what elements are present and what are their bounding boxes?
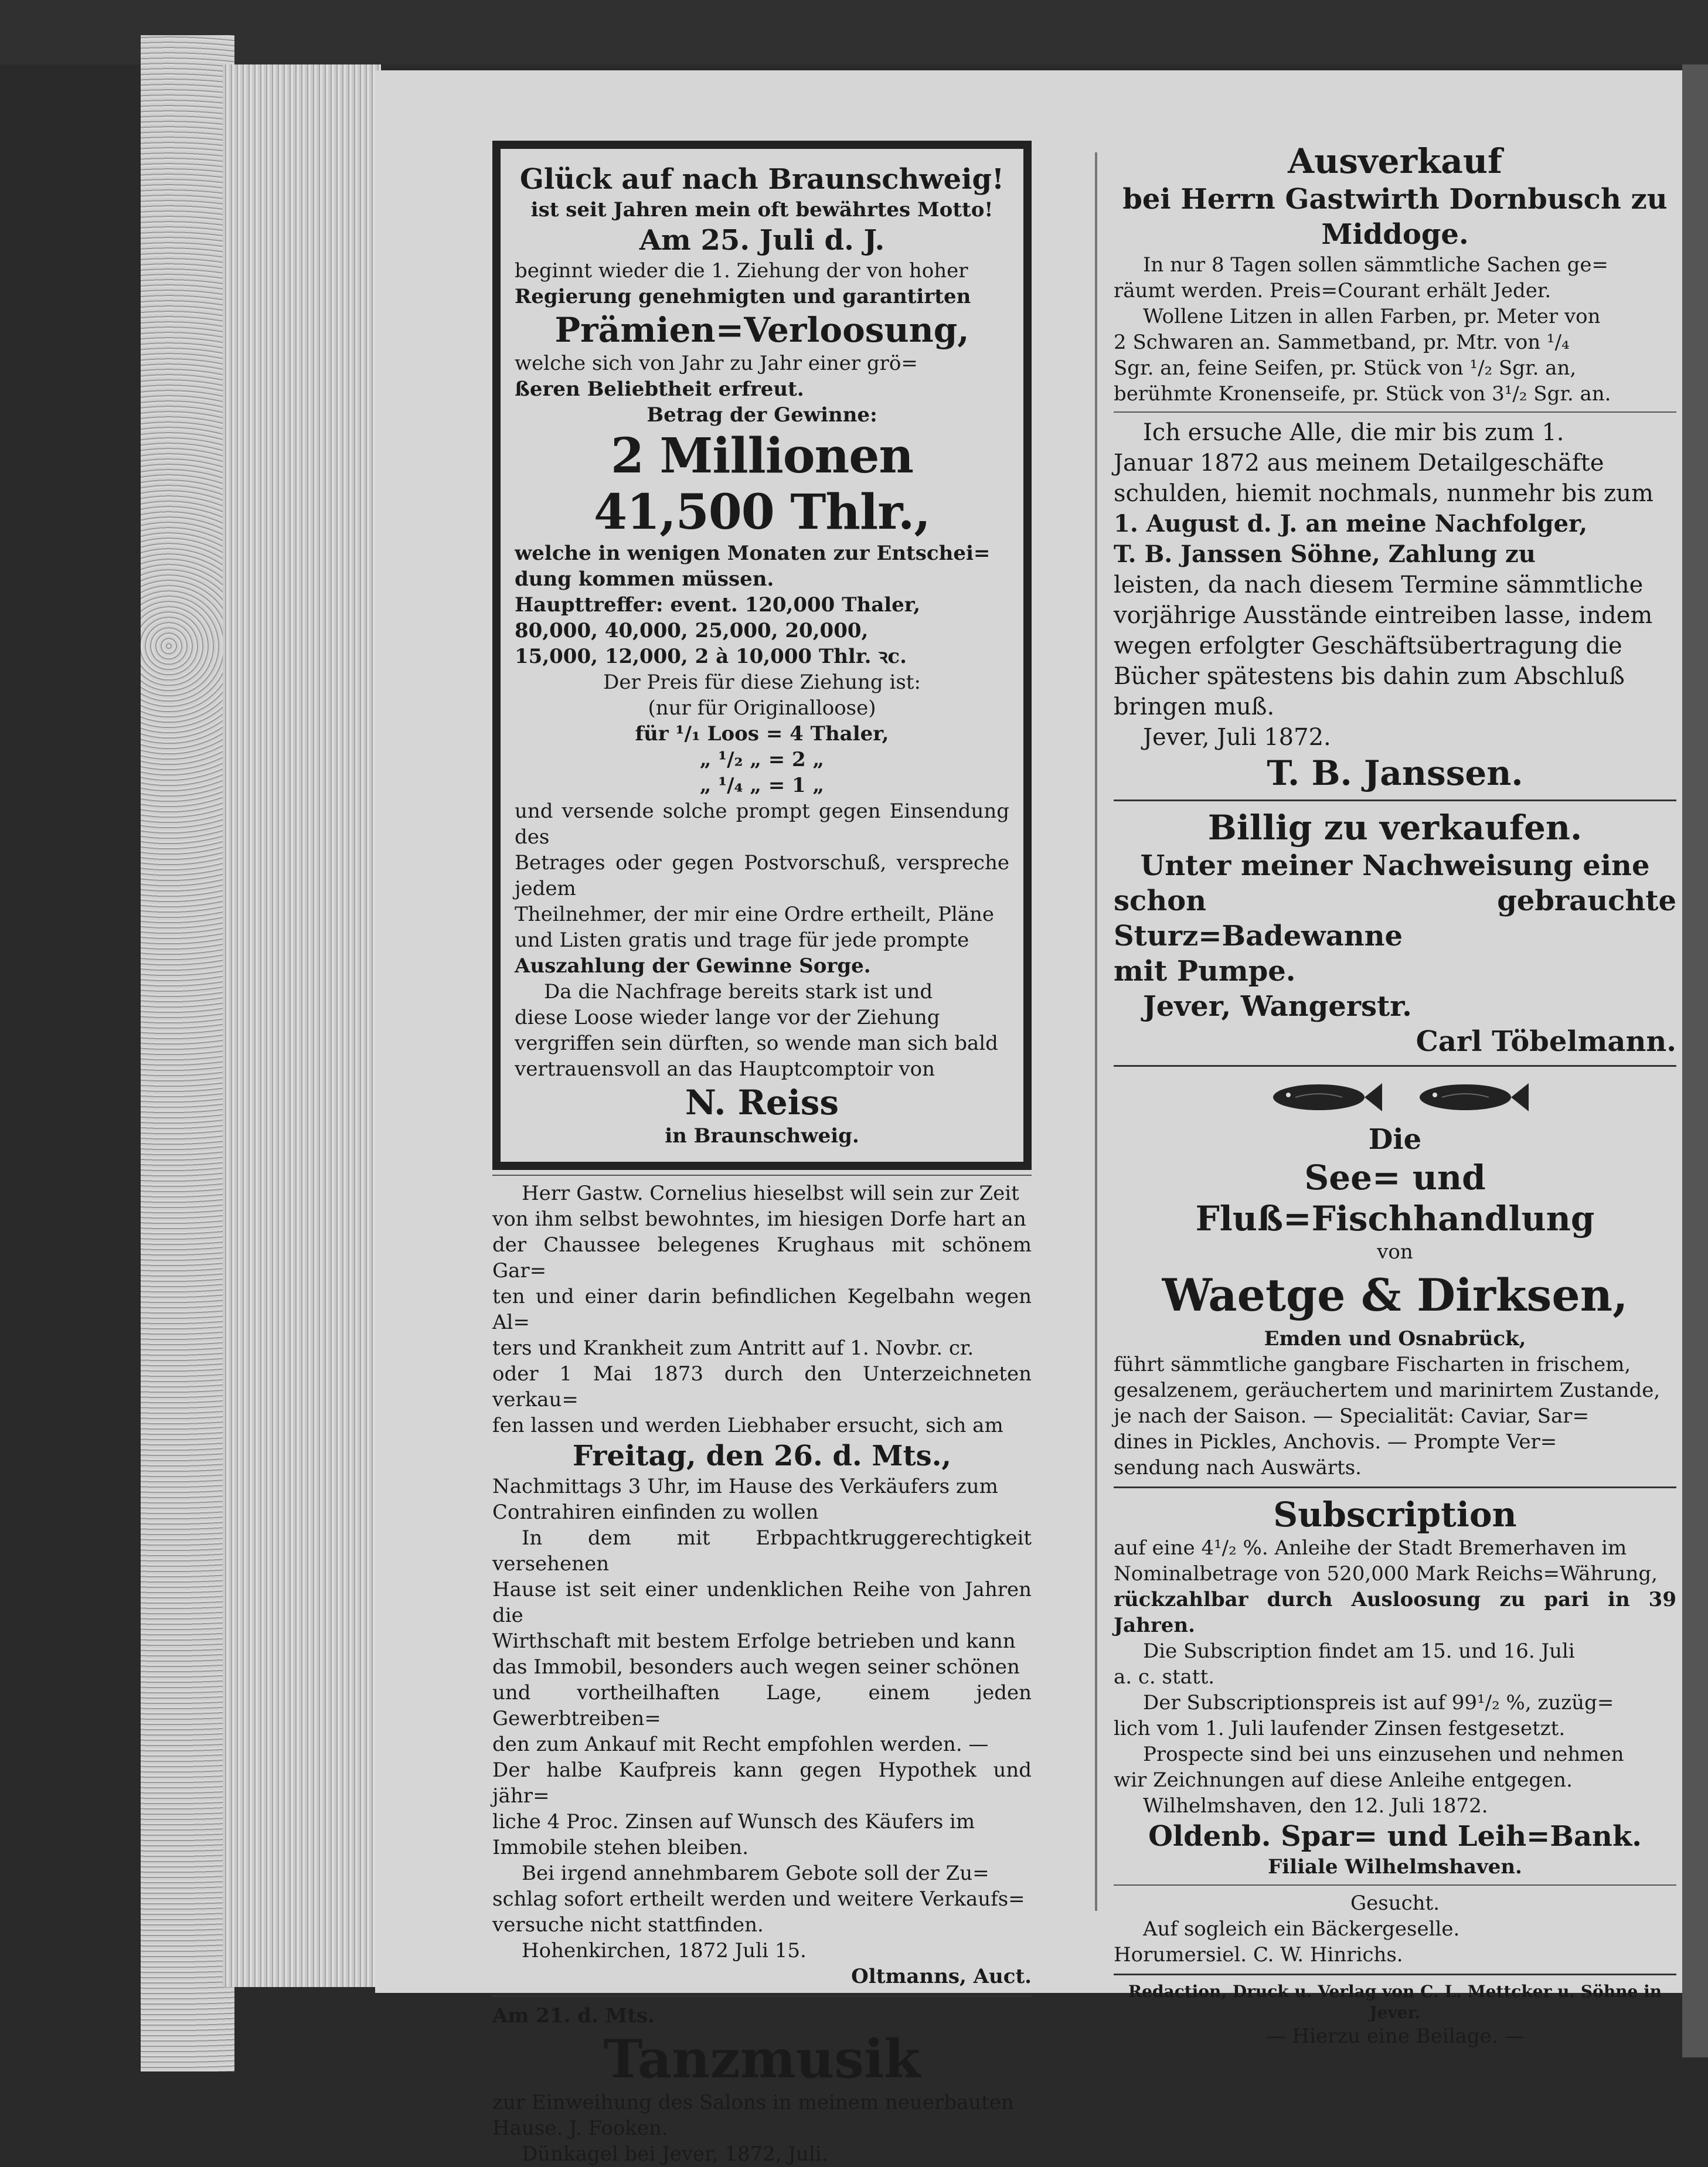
ad-line: den zum Ankauf mit Recht empfohlen werden. —: [492, 1733, 989, 1756]
ad-price: für ¹/₁ Loos = 4 Thaler,: [635, 722, 889, 746]
page-curl: [1682, 64, 1708, 2057]
ad-line: Unter meiner Nachweisung eine: [1140, 849, 1650, 882]
ad-line: beginnt wieder die 1. Ziehung der von hoher: [515, 259, 968, 283]
ad-line: der Chaussee belegenes Krughaus mit schönem Gar=: [492, 1233, 1032, 1282]
fish-icon: [1407, 1079, 1530, 1116]
ad-line: und vortheilhaften Lage, einem jeden Gewerbtreiben=: [492, 1681, 1032, 1730]
ad-line: Der Preis für diese Ziehung ist:: [603, 671, 921, 694]
ad-line: Middoge.: [1321, 218, 1469, 251]
ad-line: Die Subscription findet am 15. und 16. Juli: [1143, 1639, 1575, 1663]
ausverkauf-ad: [1114, 141, 1676, 407]
page-stack: [223, 64, 381, 1987]
ad-line: welche sich von Jahr zu Jahr einer grö=: [515, 352, 918, 375]
ad-line: Bei irgend annehmbarem Gebote soll der Zu=: [522, 1862, 989, 1885]
ad-signature: Hause. J. Fooken.: [492, 2117, 668, 2140]
ad-price: „ ¹/₂ „ = 2 „: [699, 748, 825, 771]
ad-line: Herr Gastw. Cornelius hieselbst will sein zur Zeit: [522, 1182, 1019, 1205]
ad-line: Auszahlung der Gewinne Sorge.: [515, 954, 871, 978]
ad-line: 1. August d. J. an meine Nachfolger,: [1114, 510, 1588, 538]
ad-line: Der Subscriptionspreis ist auf 99¹/₂ %, zuzüg=: [1143, 1691, 1614, 1714]
ad-line: Betrages oder gegen Postvorschuß, verspreche jedem: [515, 851, 1009, 900]
ad-line: 2 Schwaren an. Sammetband, pr. Mtr. von ¹/₄: [1114, 331, 1570, 354]
divider: [1114, 1884, 1676, 1886]
divider: [1114, 411, 1676, 413]
ad-line: Prospecte sind bei uns einzusehen und nehmen: [1143, 1743, 1624, 1766]
ad-line: Haupttreffer: event. 120,000 Thaler,: [515, 593, 921, 617]
ad-amount: 2 Millionen 41,500 Thlr.,: [594, 428, 930, 540]
ad-line: Die: [1368, 1123, 1422, 1156]
ad-line: vorjährige Ausstände eintreiben lasse, indem: [1114, 602, 1653, 629]
ad-line: wegen erfolgter Geschäftsübertragung die: [1114, 632, 1622, 659]
ad-line: je nach der Saison. — Specialität: Caviar, Sar=: [1114, 1404, 1590, 1428]
ad-line: wir Zeichnungen auf diese Anleihe entgegen.: [1114, 1768, 1573, 1792]
ad-line: schlag sofort ertheilt werden und weitere Verkaufs=: [492, 1887, 1025, 1911]
subscription-ad: [1114, 1494, 1676, 1880]
ad-line: das Immobil, besonders auch wegen seiner schönen: [492, 1655, 1020, 1679]
ad-line: schulden, hiemit nochmals, nunmehr bis zum: [1114, 480, 1653, 507]
scan-background: [0, 0, 1708, 64]
ad-line: vertrauensvoll an das Hauptcomptoir von: [515, 1057, 935, 1081]
ad-line: Jever, Juli 1872.: [1143, 724, 1331, 751]
ad-title: Gesucht.: [1350, 1892, 1440, 1915]
tanz-ad: [492, 2003, 1032, 2167]
billig-ad: [1114, 807, 1676, 1059]
ad-line: berühmte Kronenseife, pr. Stück von 3¹/₂ Sgr. an.: [1114, 382, 1611, 406]
ad-line: Bücher spätestens bis dahin zum Abschluß: [1114, 663, 1625, 690]
ad-line: ters und Krankheit zum Antritt auf 1. Novbr. cr.: [492, 1336, 974, 1360]
ad-date: Freitag, den 26. d. Mts.,: [572, 1440, 952, 1472]
ad-line: in Braunschweig.: [665, 1124, 859, 1148]
ad-line: Theilnehmer, der mir eine Ordre ertheilt, Pläne: [515, 903, 994, 926]
ad-title: Ausverkauf: [1288, 141, 1502, 181]
ad-line: liche 4 Proc. Zinsen auf Wunsch des Käufers im: [492, 1810, 975, 1833]
ad-line: Januar 1872 aus meinem Detailgeschäfte: [1114, 450, 1604, 477]
ad-line: führt sämmtliche gangbare Fischarten in frischem,: [1114, 1353, 1631, 1376]
ad-date: Am 25. Juli d. J.: [639, 224, 885, 257]
ad-line: ßeren Beliebtheit erfreut.: [515, 377, 804, 401]
ad-company: Waetge & Dirksen,: [1162, 1269, 1628, 1321]
ad-title: Tanzmusik: [603, 2028, 921, 2090]
ad-line: diese Loose wieder lange vor der Ziehung: [515, 1006, 940, 1029]
ad-line: gesalzenem, geräuchertem und marinirtem Zustande,: [1114, 1379, 1661, 1402]
ad-line: Am 21. d. Mts.: [492, 2004, 655, 2027]
ad-line: versuche nicht stattfinden.: [492, 1913, 764, 1937]
ad-line: In dem mit Erbpachtkruggerechtigkeit versehenen: [492, 1526, 1032, 1576]
ad-signature: Filiale Wilhelmshaven.: [1268, 1855, 1522, 1879]
ad-line: Immobile stehen bleiben.: [492, 1836, 749, 1859]
ad-line: mit Pumpe.: [1114, 955, 1296, 988]
ad-signature: Carl Töbelmann.: [1416, 1025, 1676, 1058]
newspaper-page: [375, 70, 1682, 2166]
divider: [492, 1995, 1032, 1997]
ad-line: und versende solche prompt gegen Einsendung des: [515, 800, 1009, 849]
book-edge: [141, 35, 234, 2071]
ad-line: Nominalbetrage von 520,000 Mark Reichs=Währung,: [1114, 1562, 1658, 1586]
ad-line: Der halbe Kaufpreis kann gegen Hypothek und jähr=: [492, 1758, 1032, 1808]
ad-line: welche in wenigen Monaten zur Entschei=: [515, 542, 991, 565]
ad-line: schon gebrauchte Sturz=Badewanne: [1114, 885, 1676, 952]
column-divider: [1095, 152, 1097, 1911]
ad-line: Wollene Litzen in allen Farben, pr. Meter von: [1143, 305, 1601, 328]
ad-line: Contrahiren einfinden zu wollen: [492, 1501, 819, 1524]
ad-signature: Oltmanns, Auct.: [851, 1965, 1032, 1988]
ad-title: Billig zu verkaufen.: [1207, 808, 1583, 848]
ad-line: Emden und Osnabrück,: [1264, 1327, 1526, 1350]
ad-line: bringen muß.: [1114, 693, 1275, 720]
divider: [1114, 1974, 1676, 1975]
divider: [1114, 1065, 1676, 1067]
ad-line: leisten, da nach diesem Termine sämmtliche: [1114, 571, 1644, 598]
ad-line: rückzahlbar durch Ausloosung zu pari in 39 Jahren.: [1114, 1588, 1676, 1637]
ad-signature: N. Reiss: [685, 1083, 839, 1122]
left-column: [492, 141, 1032, 2167]
supplement-note: — Hierzu eine Beilage. —: [1265, 2025, 1525, 2048]
ad-line: Auf sogleich ein Bäckergeselle.: [1143, 1917, 1460, 1941]
ad-headline: Glück auf nach Braunschweig!: [519, 163, 1005, 196]
ad-title: Prämien=Verloosung,: [554, 310, 969, 350]
ad-line: ist seit Jahren mein oft bewährtes Motto!: [530, 198, 994, 222]
ad-line: bei Herrn Gastwirth Dornbusch zu: [1122, 183, 1668, 216]
ad-line: 80,000, 40,000, 25,000, 20,000,: [515, 619, 869, 642]
ad-line: ten und einer darin befindlichen Kegelbahn wegen Al=: [492, 1285, 1032, 1334]
ad-line: lich vom 1. Juli laufender Zinsen festgesetzt.: [1114, 1717, 1566, 1740]
ad-line: Hohenkirchen, 1872 Juli 15.: [522, 1939, 807, 1962]
ad-line: Ich ersuche Alle, die mir bis zum 1.: [1143, 419, 1564, 446]
ad-line: Sgr. an, feine Seifen, pr. Stück von ¹/₂ Sgr. an,: [1114, 356, 1577, 380]
ad-line: (nur für Originalloose): [648, 696, 876, 720]
ad-line: Da die Nachfrage bereits stark ist und: [544, 980, 933, 1003]
divider: [1114, 800, 1676, 801]
ad-line: a. c. statt.: [1114, 1665, 1215, 1689]
ad-line: dung kommen müssen.: [515, 567, 774, 591]
ad-line: zur Einweihung des Salons in meinem neuerbauten: [492, 2091, 1014, 2114]
ad-price: „ ¹/₄ „ = 1 „: [699, 774, 825, 797]
fisch-ad: [1114, 1079, 1676, 1481]
ad-title: See= und Fluß=Fischhandlung: [1195, 1158, 1595, 1239]
ad-line: und Listen gratis und trage für jede prompte: [515, 928, 969, 952]
ad-line: auf eine 4¹/₂ %. Anleihe der Stadt Bremerhaven im: [1114, 1536, 1627, 1560]
gesucht-ad: [1114, 1890, 1676, 1968]
janssen-ad: [1114, 417, 1676, 794]
ad-line: sendung nach Auswärts.: [1114, 1456, 1362, 1479]
ad-line: Wirthschaft mit bestem Erfolge betrieben und kann: [492, 1629, 1016, 1653]
ad-line: Jever, Wangerstr.: [1143, 990, 1412, 1023]
fish-row: [1114, 1079, 1676, 1116]
ad-line: Betrag der Gewinne:: [647, 403, 877, 427]
ad-line: 15,000, 12,000, 2 à 10,000 Thlr. ꝛc.: [515, 645, 907, 668]
ad-line: dines in Pickles, Anchovis. — Prompte Ver=: [1114, 1430, 1557, 1454]
lottery-ad: [492, 141, 1032, 1170]
ad-line: Hause ist seit einer undenklichen Reihe von Jahren die: [492, 1578, 1032, 1627]
imprint: Redaction, Druck u. Verlag von C. L. Mettcker u. Söhne in Jever.: [1128, 1982, 1662, 2022]
ad-signature: Oldenb. Spar= und Leih=Bank.: [1148, 1820, 1642, 1853]
ad-line: oder 1 Mai 1873 durch den Unterzeichneten verkau=: [492, 1362, 1032, 1411]
ad-line: fen lassen und werden Liebhaber ersucht, sich am: [492, 1414, 1003, 1437]
ad-line: vergriffen sein dürften, so wende man sich bald: [515, 1032, 998, 1055]
ad-line: von ihm selbst bewohntes, im hiesigen Dorfe hart an: [492, 1207, 1026, 1231]
divider: [492, 1175, 1032, 1176]
fish-icon: [1260, 1079, 1383, 1116]
ad-line: In nur 8 Tagen sollen sämmtliche Sachen ge=: [1143, 253, 1609, 277]
ad-line: Horumersiel. C. W. Hinrichs.: [1114, 1943, 1403, 1967]
ad-line: räumt werden. Preis=Courant erhält Jeder.: [1114, 279, 1552, 302]
right-column: [1114, 141, 1676, 2049]
cornelius-ad: [492, 1181, 1032, 1989]
ad-line: von: [1377, 1240, 1413, 1264]
divider: [1114, 1486, 1676, 1488]
ad-line: Dünkagel bei Jever, 1872, Juli.: [522, 2142, 828, 2166]
ad-line: Wilhelmshaven, den 12. Juli 1872.: [1143, 1794, 1488, 1818]
ad-line: Regierung genehmigten und garantirten: [515, 285, 971, 308]
ad-title: Subscription: [1273, 1495, 1517, 1535]
ad-line: Nachmittags 3 Uhr, im Hause des Verkäufers zum: [492, 1475, 998, 1498]
ad-signature: T. B. Janssen.: [1267, 753, 1523, 793]
ad-line: T. B. Janssen Söhne, Zahlung zu: [1114, 540, 1536, 568]
